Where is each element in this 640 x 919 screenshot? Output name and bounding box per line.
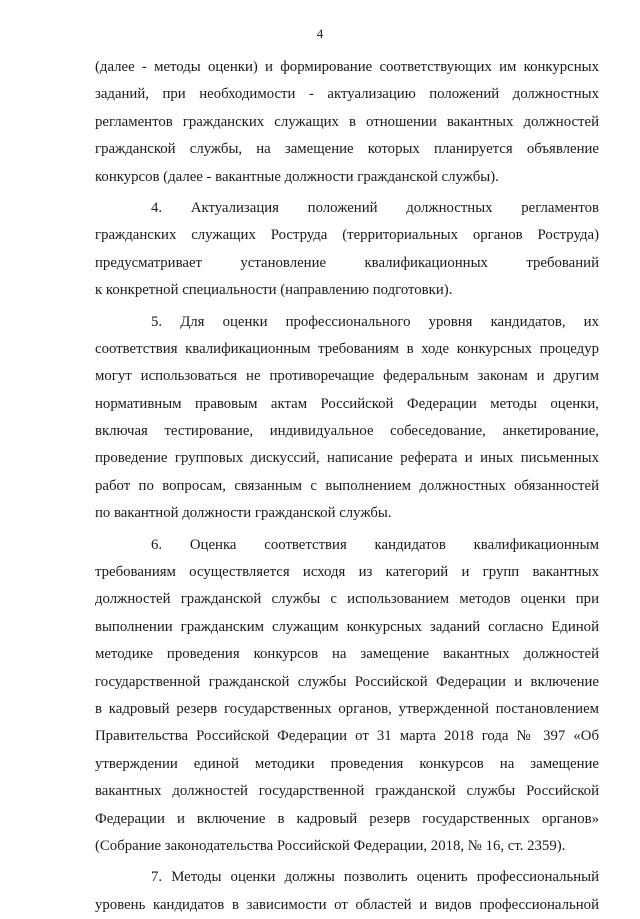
paragraph-5 — [95, 309, 599, 528]
text-line: требованиям осуществляется исходя из категорий и групп вакантных — [95, 564, 599, 581]
text-line: предусматривает установление квалификационных требований — [95, 254, 599, 271]
text-line: по вакантной должности гражданской службы. — [95, 505, 392, 522]
text-line: могут использоваться не противоречащие федеральным законам и другим — [95, 368, 599, 385]
paragraph-7 — [95, 864, 599, 919]
text-line: вакантных должностей государственной гражданской службы Российской — [95, 783, 599, 800]
text-line: (далее - методы оценки) и формирование соответствующих им конкурсных — [95, 59, 599, 75]
paragraph-3-continuation — [95, 54, 599, 191]
text-line: должностей гражданской службы с использованием методов оценки при — [95, 591, 599, 608]
document-body — [95, 54, 599, 919]
text-line: нормативным правовым актам Российской Федерации методы оценки, — [95, 395, 599, 412]
text-line: 6. Оценка соответствия кандидатов квалификационным — [151, 536, 599, 553]
text-line: 5. Для оценки профессионального уровня кандидатов, их — [151, 313, 599, 330]
text-line: проведение групповых дискуссий, написание реферата и иных письменных — [95, 450, 599, 467]
paragraph-4 — [95, 195, 599, 305]
text-line: Федерации и включение в кадровый резерв государственных органов» — [95, 810, 599, 827]
text-line: уровень кандидатов в зависимости от областей и видов профессиональной — [95, 896, 599, 913]
text-line: выполнении гражданским служащим конкурсных заданий согласно Единой — [95, 618, 599, 635]
text-line: гражданской службы, на замещение которых планируется объявление — [95, 141, 599, 158]
text-line: заданий, при необходимости - актуализацию положений должностных — [95, 86, 599, 103]
text-line: к конкретной специальности (направлению подготовки). — [95, 282, 453, 299]
text-line: 4. Актуализация положений должностных регламентов — [151, 199, 599, 216]
paragraph-6 — [95, 532, 599, 861]
text-line: в кадровый резерв государственных органов, утвержденной постановлением — [95, 700, 599, 717]
text-line: включая тестирование, индивидуальное собеседование, анкетирование, — [95, 423, 599, 440]
page-number: 4 — [316, 26, 324, 41]
text-line: методике проведения конкурсов на замещение вакантных должностей — [95, 646, 599, 663]
text-line: соответствия квалификационным требованиям в ходе конкурсных процедур — [95, 340, 599, 357]
text-line: (Собрание законодательства Российской Федерации, 2018, № 16, ст. 2359). — [95, 837, 566, 854]
text-line: работ по вопросам, связанным с выполнением должностных обязанностей — [95, 477, 599, 494]
text-line: утверждении единой методики проведения конкурсов на замещение — [95, 755, 599, 772]
text-line: гражданских служащих Роструда (территориальных органов Роструда) — [95, 227, 599, 244]
text-line: государственной гражданской службы Российской Федерации и включение — [95, 673, 599, 690]
text-line: регламентов гражданских служащих в отношении вакантных должностей — [95, 113, 599, 130]
text-line: Правительства Российской Федерации от 31 марта 2018 года № 397 «Об — [95, 728, 599, 745]
text-line: конкурсов (далее - вакантные должности гражданской службы). — [95, 168, 499, 185]
text-line: 7. Методы оценки должны позволить оценить профессиональный — [151, 869, 599, 886]
